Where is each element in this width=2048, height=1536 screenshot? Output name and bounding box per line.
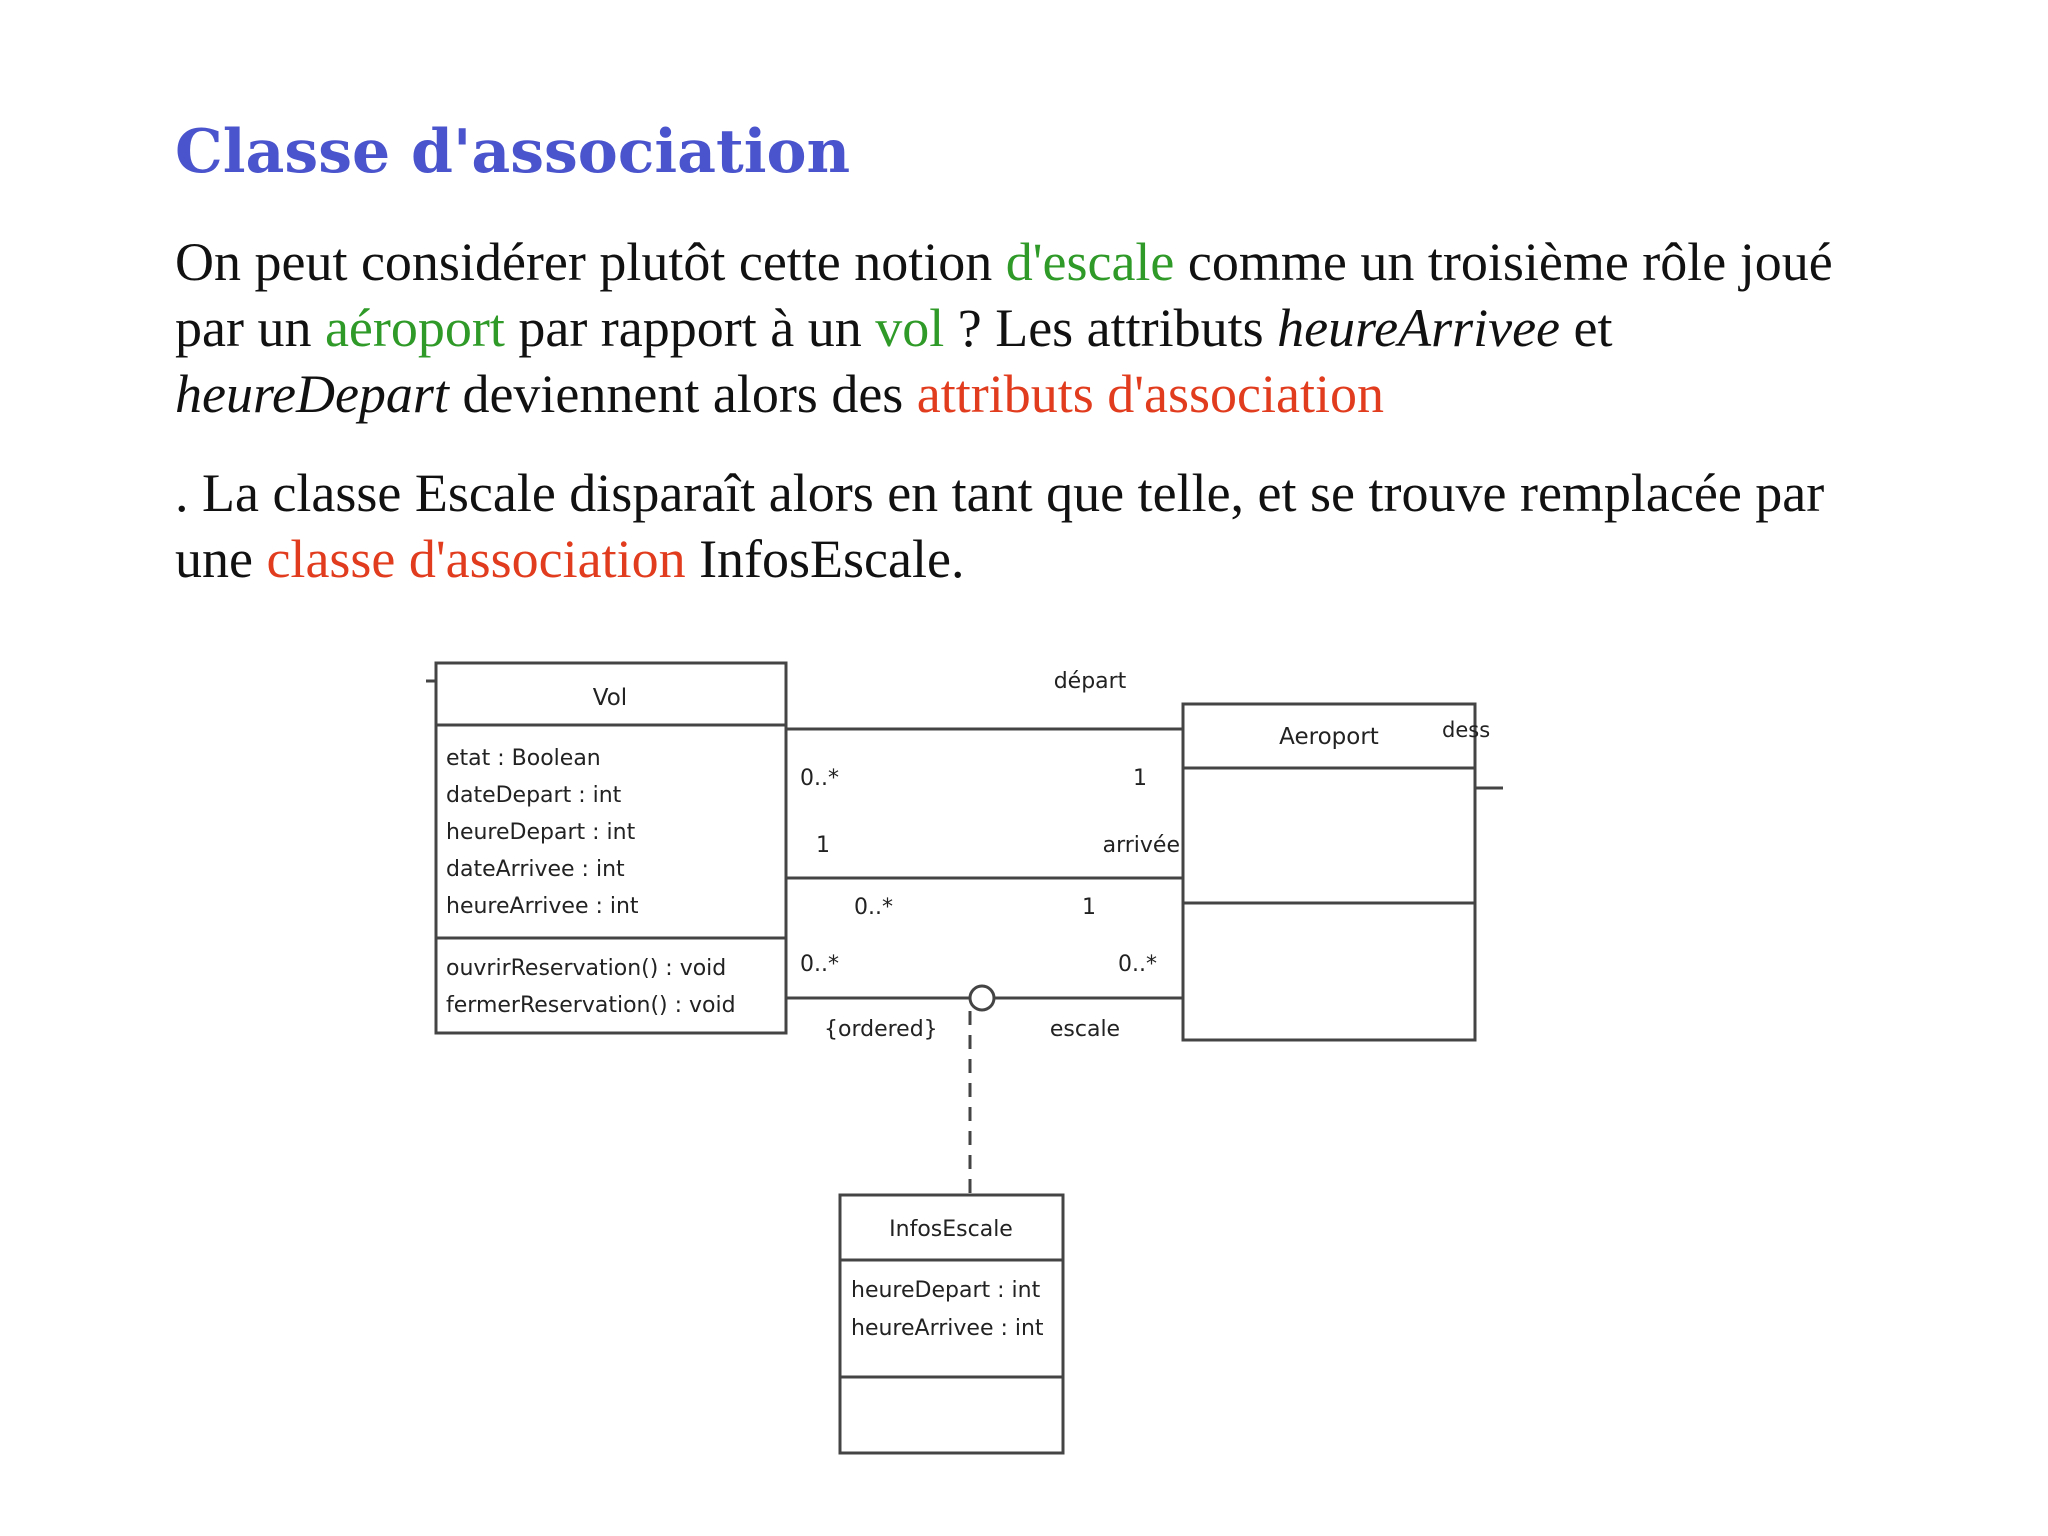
depart-multiplicity-aeroport: 1 bbox=[1133, 766, 1147, 791]
vol-attribute: heureDepart : int bbox=[446, 820, 636, 845]
dessert-role-label: dess bbox=[1442, 718, 1491, 742]
highlight-escale: d'escale bbox=[1005, 232, 1175, 292]
paragraph-text: On peut considérer plutôt cette notion bbox=[175, 232, 1006, 292]
paragraph-text: par rapport à un bbox=[504, 298, 876, 358]
infos-escale-class-name: InfosEscale bbox=[889, 1217, 1013, 1242]
paragraph-text: ? Les attributs bbox=[944, 298, 1278, 358]
paragraph-text: . La classe Escale disparaît alors en tant que telle, et se trouve remplacée par une bbox=[175, 463, 1825, 589]
escale-role-label: escale bbox=[1049, 1017, 1121, 1042]
paragraph-text: InfosEscale. bbox=[685, 529, 965, 589]
association-junction-circle bbox=[970, 986, 994, 1010]
italic-heure-depart: heureDepart bbox=[175, 364, 449, 424]
vol-operation: fermerReservation() : void bbox=[446, 993, 736, 1018]
escale-multiplicity-aeroport: 0..* bbox=[1118, 952, 1157, 977]
vol-class-name: Vol bbox=[592, 685, 628, 711]
aeroport-class-name: Aeroport bbox=[1279, 724, 1379, 750]
highlight-vol: vol bbox=[875, 298, 945, 358]
vol-attribute: dateDepart : int bbox=[446, 783, 622, 808]
vol-operation: ouvrirReservation() : void bbox=[446, 956, 727, 981]
highlight-classe-association: classe d'association bbox=[266, 529, 686, 589]
vol-attribute: heureArrivee : int bbox=[446, 894, 639, 919]
highlight-attributs-association: attributs d'association bbox=[916, 364, 1384, 424]
paragraph-text: et bbox=[1560, 298, 1613, 358]
arrivee-role-label: arrivée bbox=[1102, 833, 1180, 858]
arrivee-multiplicity-mid: 0..* bbox=[854, 895, 893, 920]
arrivee-multiplicity-aeroport: 1 bbox=[1082, 895, 1096, 920]
slide-title: Classe d'association bbox=[175, 117, 851, 187]
vol-attribute: etat : Boolean bbox=[446, 746, 601, 771]
paragraph-text: comme un troisième rôle joué par un bbox=[175, 232, 1833, 358]
vol-attribute: dateArrivee : int bbox=[446, 857, 625, 882]
depart-multiplicity-vol: 0..* bbox=[800, 766, 839, 791]
escale-multiplicity-vol: 0..* bbox=[800, 952, 839, 977]
infos-escale-attribute: heureDepart : int bbox=[851, 1278, 1041, 1303]
infos-escale-attribute: heureArrivee : int bbox=[851, 1316, 1044, 1341]
paragraph-text: deviennent alors des bbox=[448, 364, 917, 424]
arrivee-multiplicity-vol: 1 bbox=[816, 833, 830, 858]
italic-heure-arrivee: heureArrivee bbox=[1277, 298, 1561, 358]
depart-role-label: départ bbox=[1053, 669, 1127, 694]
ordered-constraint-label: {ordered} bbox=[824, 1017, 938, 1042]
highlight-aeroport: aéroport bbox=[324, 298, 505, 358]
aeroport-class-box bbox=[1183, 704, 1475, 1040]
